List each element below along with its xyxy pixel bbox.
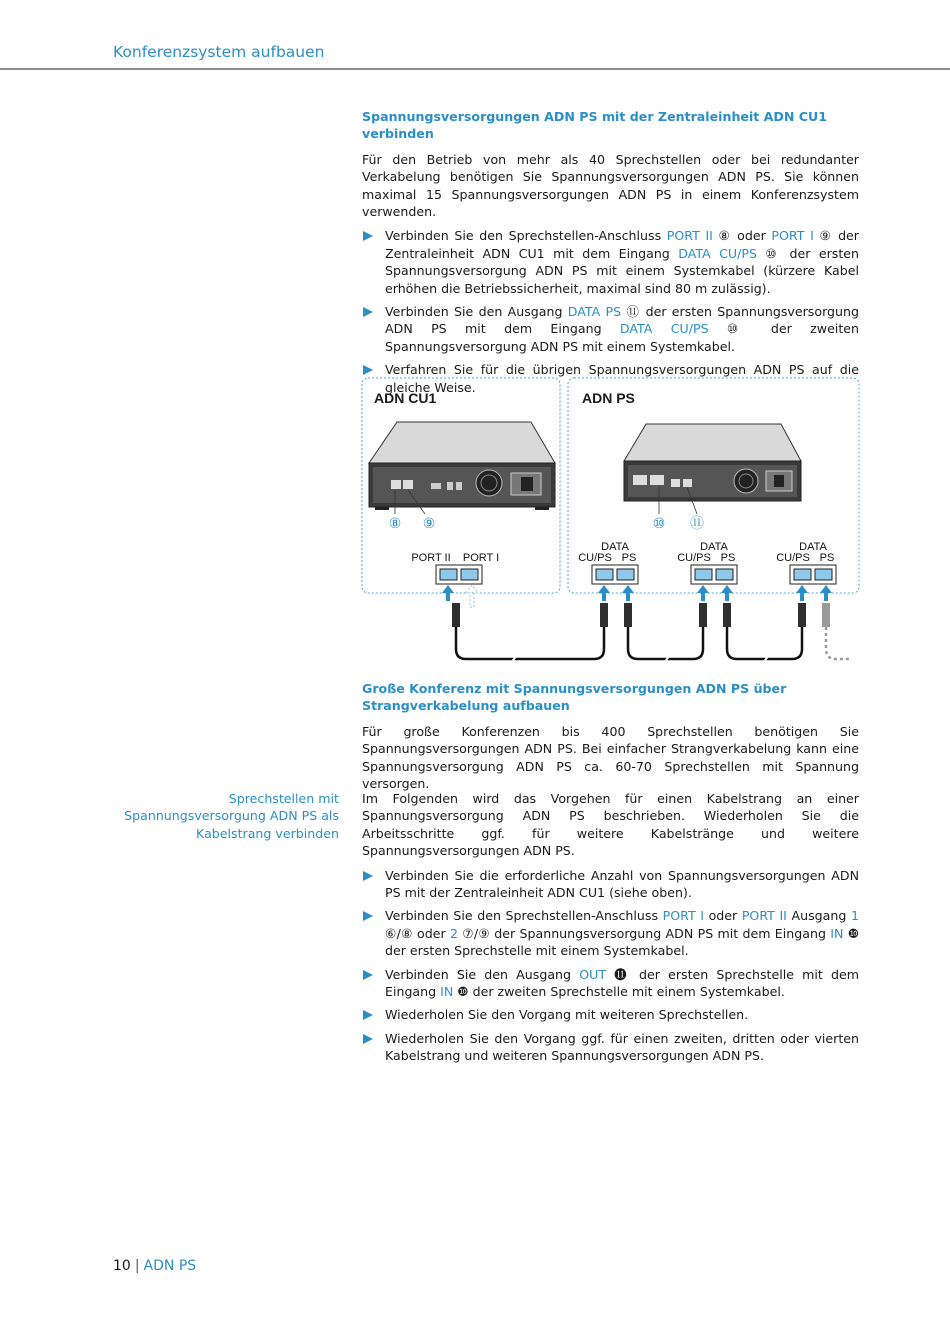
cable-plugs [452,603,830,627]
ps3-cups-label: CU/PS [776,552,810,564]
section-1-step-3: Verfahren Sie für die übrigen Spannungsversorgungen ADN PS auf die gleiche Weise. [362,361,859,396]
page-footer [113,1258,196,1274]
bullet-triangle-icon [363,970,373,980]
callout-9: ⑨ [422,515,436,531]
bullet-triangle-icon [363,911,373,921]
running-header: Konferenzsystem aufbauen [113,43,325,61]
ps-port-group-2 [677,541,737,584]
section-3-step-2: Verbinden Sie den Sprechstellen-Anschluss PORT I oder PORT II Ausgang 1 ⑥/⑧ oder 2 ⑦/⑨ der Spannungsversorgung ADN PS mit dem Eingang IN ❿ der ersten Sprechstelle mit einem Systemkabel. [362,907,859,959]
ps2-data-label: DATA [700,541,728,553]
ps3-ps-label: PS [819,552,835,564]
header-rule [0,68,950,70]
callout-11: ⑪ [690,515,704,531]
section-3-step-4: Wiederholen Sie den Vorgang mit weiteren Sprechstellen. [362,1006,859,1023]
cu1-title: ADN CU1 [374,390,437,406]
bullet-triangle-icon [363,365,373,375]
section-1-step-2: Verbinden Sie den Ausgang DATA PS ⑪ der ersten Spannungsversorgung ADN PS mit dem Eingang DATA CU/PS ⑩ der zweiten Spannungsversorgung ADN PS mit einem Systemkabel. [362,303,859,355]
section-2-intro: Für große Konferenzen bis 400 Sprechstellen benötigen Sie Spannungsversorgungen ADN PS. Bei einfacher Strangverkabelung kann eine Spannungsversorgung ADN PS ca. 60-70 Sprechstellen mit Spannung versorgen. [362,723,859,792]
section-3 [362,790,859,1065]
continuation-cable [826,627,851,659]
section-3-step-1: Verbinden Sie die erforderliche Anzahl von Spannungsversorgungen ADN PS mit der Zentraleinheit ADN CU1 (siehe oben). [362,867,859,902]
cu1-port-block [436,565,482,584]
sidebar-label: Sprechstellen mit Spannungsversorgung ADN PS als Kabelstrang verbinden [124,791,339,841]
callout-10: ⑩ [652,515,666,531]
bullet-triangle-icon [363,1010,373,1020]
section-1-intro: Für den Betrieb von mehr als 40 Sprechstellen oder bei redundanter Verkabelung benötigen Sie Spannungsversorgungen ADN PS. Sie können maximal 15 Spannungsversorgungen ADN PS in einem Konferenzsystem verwenden. [362,151,859,220]
bullet-triangle-icon [363,1034,373,1044]
ps2-ps-label: PS [720,552,736,564]
section-3-intro: Im Folgenden wird das Vorgehen für einen Kabelstrang an einer Spannungsversorgung ADN PS beschrieben. Wiederholen Sie die Arbeitsschritte ggf. für weitere Kabelstränge und weitere Spannungsversorgungen ADN PS. [362,791,859,859]
ps-title: ADN PS [582,390,635,406]
section-3-step-5: Wiederholen Sie den Vorgang ggf. für einen zweiten, dritten oder vierten Kabelstrang und weiteren Spannungsversorgungen ADN PS. [362,1030,859,1065]
footer-separator: | [134,1258,140,1274]
ps1-data-label: DATA [601,541,629,553]
unused-port-arrow [466,585,478,607]
footer-doc-title: ADN PS [143,1258,197,1274]
ps2-cups-label: CU/PS [677,552,711,564]
callout-8: ⑧ [388,515,402,531]
page-number: 10 [113,1258,131,1274]
port-i-label: PORT I [462,552,500,564]
section-1-heading: Spannungsversorgungen ADN PS mit der Zentraleinheit ADN CU1 verbinden [362,109,828,142]
section-2 [362,680,859,792]
ps-port-group-3 [776,541,836,584]
cu1-device-illustration [369,422,555,514]
bullet-triangle-icon [363,871,373,881]
ps-device-illustration [624,424,801,514]
bullet-triangle-icon [363,307,373,317]
ps1-ps-label: PS [621,552,637,564]
wiring-diagram [361,377,861,662]
section-3-step-3: Verbinden Sie den Ausgang OUT ⓫ der ersten Sprechstelle mit dem Eingang IN ❿ der zweiten Sprechstelle mit einem Systemkabel. [362,966,859,1001]
ps3-data-label: DATA [799,541,827,553]
section-1 [362,108,859,396]
port-ii-label: PORT II [411,552,451,564]
ps1-cups-label: CU/PS [578,552,612,564]
section-2-heading: Große Konferenz mit Spannungsversorgungen ADN PS über Strangverkabelung aufbauen [362,681,787,714]
ps-port-group-1 [578,541,638,584]
bullet-triangle-icon [363,231,373,241]
section-1-step-1: Verbinden Sie den Sprechstellen-Anschluss PORT II ⑧ oder PORT I ⑨ der Zentraleinheit ADN CU1 mit dem Eingang DATA CU/PS ⑩ der ersten Spannungsversorgung ADN PS mit einem Systemkabel (kürzere Kabel erhöhen die Betriebssicherheit, maximal sind 80 m zulässig). [362,227,859,297]
system-cables [456,627,802,659]
